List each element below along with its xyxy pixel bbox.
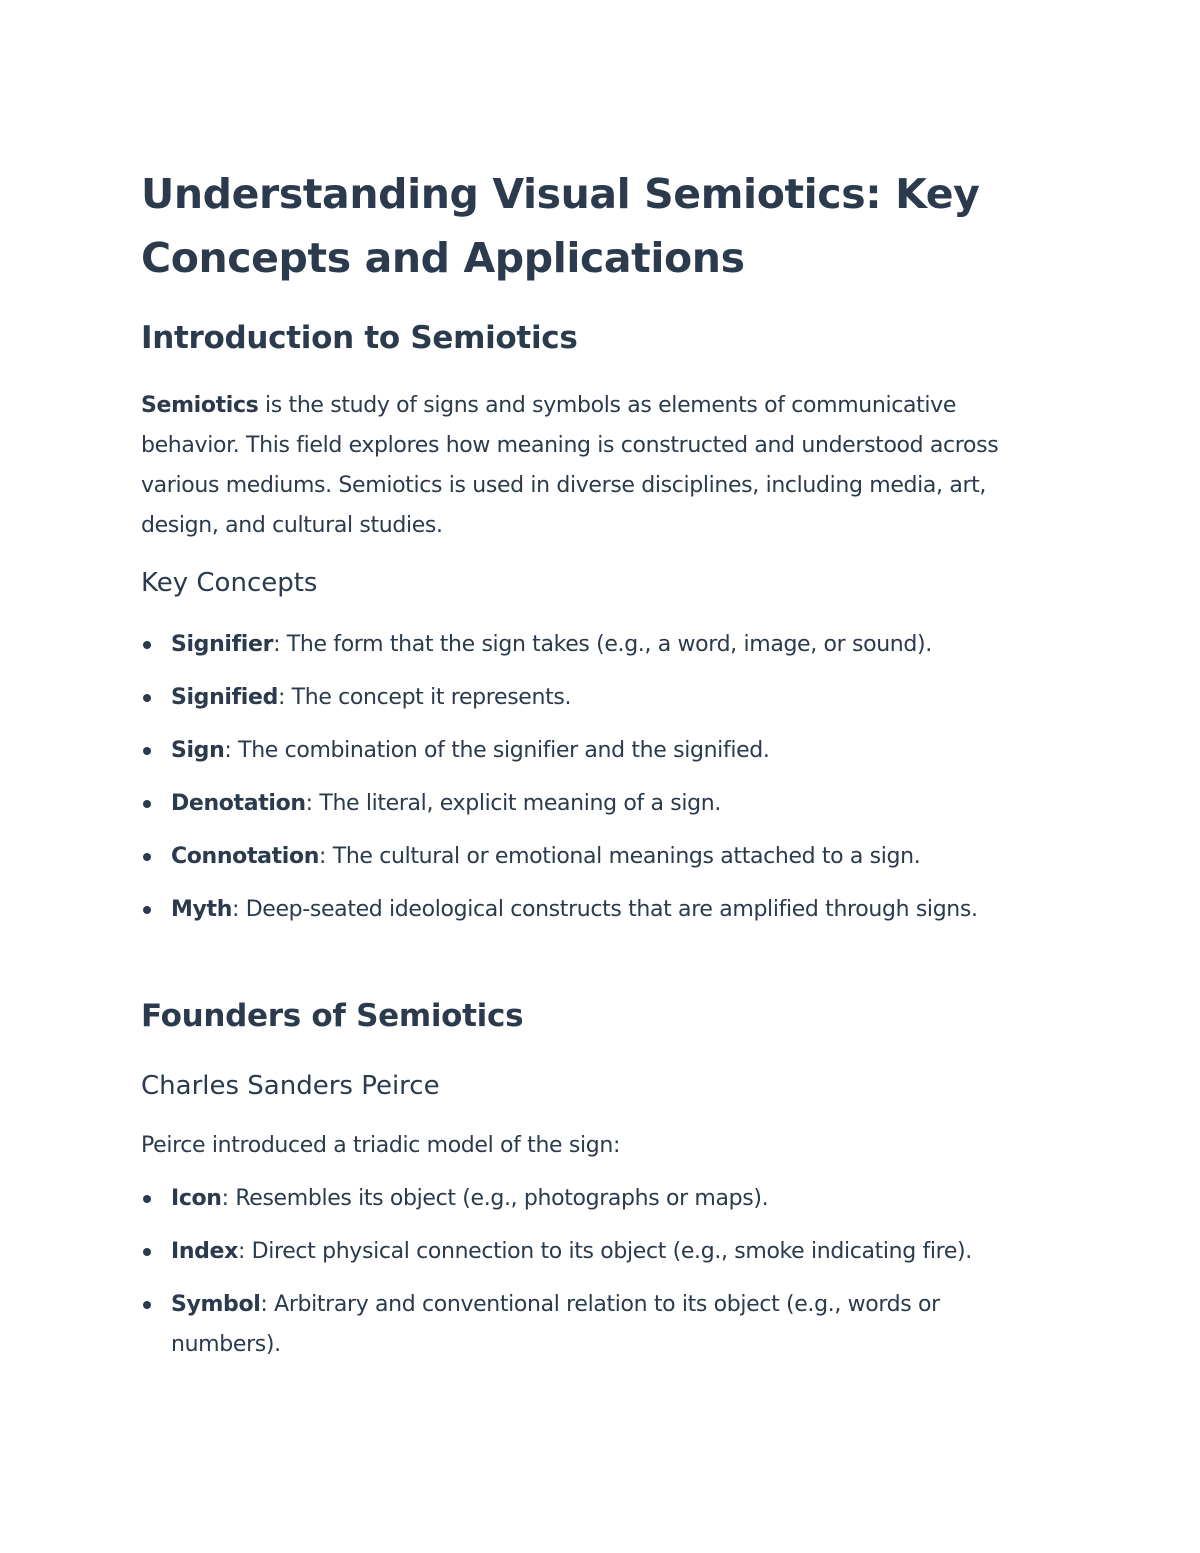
bullet-icon	[143, 694, 151, 702]
list-item-text: : Arbitrary and conventional relation to its object (e.g., words or numbers).	[171, 1292, 940, 1357]
list-item-term: Sign	[171, 738, 225, 763]
peirce-intro: Peirce introduced a triadic model of the sign:	[141, 1133, 621, 1158]
list-item-term: Icon	[171, 1186, 222, 1211]
list-item	[141, 731, 1046, 771]
subsection-heading-key-concepts: Key Concepts	[141, 568, 318, 598]
list-item-term: Denotation	[171, 791, 306, 816]
subsection-heading-peirce: Charles Sanders Peirce	[141, 1071, 440, 1101]
bullet-icon	[143, 1248, 151, 1256]
list-item	[141, 890, 1046, 930]
bullet-icon	[143, 906, 151, 914]
bullet-icon	[143, 853, 151, 861]
bullet-icon	[143, 1195, 151, 1203]
bullet-icon	[143, 800, 151, 808]
bullet-icon	[143, 1301, 151, 1309]
list-item-term: Symbol	[171, 1292, 261, 1317]
list-item-text: : Deep-seated ideological constructs that are amplified through signs.	[232, 897, 978, 922]
list-item	[141, 1285, 1046, 1365]
list-item-term: Signified	[171, 685, 278, 710]
list-item-term: Signifier	[171, 632, 274, 657]
bullet-icon	[143, 747, 151, 755]
list-item	[141, 678, 1046, 718]
section-heading-introduction: Introduction to Semiotics	[141, 320, 578, 356]
list-item-text: : The combination of the signifier and the signified.	[224, 738, 770, 763]
list-item	[141, 625, 1046, 665]
list-item-term: Myth	[171, 897, 233, 922]
list-item	[141, 1232, 1046, 1272]
peirce-list	[141, 1179, 1046, 1365]
intro-text: is the study of signs and symbols as elements of communicative behavior. This field explores how meaning is constructed and understood across various mediums. Semiotics is used in diverse disciplines, including media, art, design, and cultural studies.	[141, 393, 999, 538]
list-item-term: Index	[171, 1239, 238, 1264]
section-heading-founders: Founders of Semiotics	[141, 998, 524, 1034]
list-item-text: : The form that the sign takes (e.g., a word, image, or sound).	[273, 632, 932, 657]
intro-paragraph	[141, 386, 1046, 546]
list-item-text: : The cultural or emotional meanings attached to a sign.	[319, 844, 921, 869]
list-item	[141, 1179, 1046, 1219]
list-item-text: : The literal, explicit meaning of a sign.	[305, 791, 722, 816]
bullet-icon	[143, 641, 151, 649]
document-title: Understanding Visual Semiotics: Key Concepts and Applications	[141, 170, 980, 282]
list-item-text: : Direct physical connection to its object (e.g., smoke indicating fire).	[237, 1239, 972, 1264]
list-item	[141, 837, 1046, 877]
list-item-term: Connotation	[171, 844, 320, 869]
key-concepts-list	[141, 625, 1046, 930]
list-item	[141, 784, 1046, 824]
intro-term: Semiotics	[141, 393, 259, 418]
list-item-text: : Resembles its object (e.g., photographs or maps).	[221, 1186, 769, 1211]
list-item-text: : The concept it represents.	[277, 685, 572, 710]
